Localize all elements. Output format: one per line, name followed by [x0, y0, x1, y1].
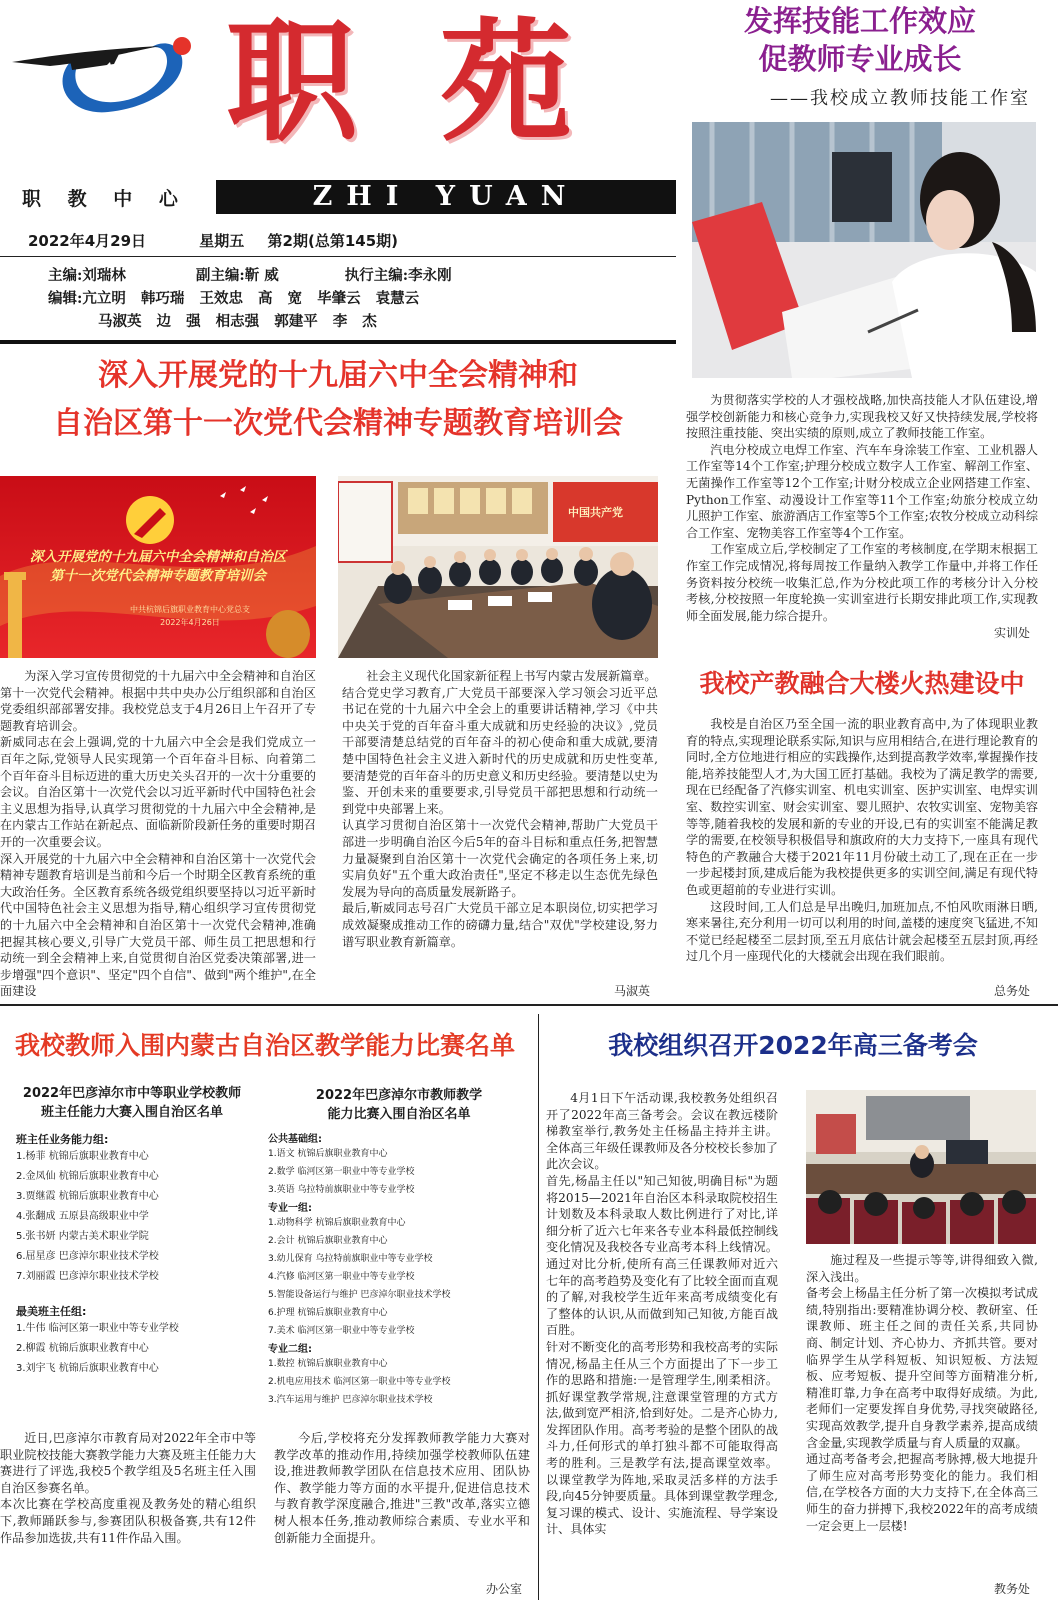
list-item: 3.汽车运用与维护 巴彦淖尔职业技术学校: [268, 1395, 433, 1405]
issue-number: 第2期(总第145期): [267, 232, 399, 250]
list1-group2: 最美班主任组:: [16, 1305, 87, 1318]
list2-title: [268, 1086, 530, 1124]
list1-group1: 班主任业务能力组:: [16, 1133, 109, 1146]
banner-text: [10, 548, 306, 586]
studio-p2: 汽电分校成立电焊工作室、汽车车身涂装工作室、工业机器人工作室等14个工作室;护理分校成立数字人工作室、解剖工作室、无菌操作工作室等12个工作室;计财分校成立企业网搭建工作室、Python工作室、动漫设计工作室等11个工作室;幼旅分校成立幼儿照护工作室、旅游酒店工作室等5个工作室;农牧分校成立动科综合工作室、宠物美容工作室等4个工作室。: [686, 442, 1038, 540]
list-item: 1.杨菲 杭锦后旗职业教育中心: [16, 1151, 149, 1162]
studio-photo: [692, 122, 1036, 378]
training-headline: [0, 352, 676, 448]
building-body: [686, 716, 1038, 965]
section-divider: [0, 1004, 1058, 1006]
training-col1: 为深入学习宣传贯彻党的十九届六中全会精神和自治区第十一次党代会精神。根据中共中央办公厅组织部和自治区党委组织部部署安排。我校党总支于4月26日上午召开了专题教育培训会。 新威同志在会上强调,党的十九届六中全会是我们党成立一百年之际,党领导人民实现第一个百年奋斗目标、向着第二个百年奋斗目标迈进的重大历史关头召开的一次十分重要的会议。自治区第十一次党代会以习近平新时代中国特色社会主义思想为指导,认真学习贯彻党的十九届六中全会精神,是在内蒙古工作站在新起点、面临新阶段新任务的重要时期召开的一次重要会议。 深入开展党的十九届六中全会精神和自治区第十一次党代会精神专题教育培训是当前和今后一个时期全区教育系统的重大政治任务。全区教育系统各级党组织要坚持以习近平新时代中国特色社会主义思想为指导,精心组织学习宣传贯彻党的十九届六中全会精神和自治区第十一次党代会精神,准确把握其核心要义,引导广大党员干部、师生员工把思想和行动统一到全会精神上来,自觉贯彻自治区党委决策部署,进一步增强"四个意识"、坚定"四个自信"、做到"两个维护",在全面建设: [0, 669, 316, 998]
competition-col1: 近日,巴彦淖尔市教育局对2022年全市中等职业院校技能大赛教学能力大赛及班主任能力大赛进行了评选,我校5个教学组及5名班主任入围自治区参赛名单。 本次比赛在学校高度重视及教务处的精心组织下,教师踊跃参与,参赛团队积极备赛,共有12件作品参加选拔,共有11件作品入围。: [0, 1431, 256, 1545]
competition-signature: 办公室: [485, 1582, 522, 1596]
list-item: 6.屈星彦 巴彦淖尔职业技术学校: [16, 1251, 159, 1262]
banner-line1: 深入开展党的十九届六中全会精神和自治区: [29, 549, 287, 565]
list2-title-line2: 能力比赛入围自治区名单: [327, 1107, 471, 1122]
training-col2: 社会主义现代化国家新征程上书写内蒙古发展新篇章。 结合党史学习教育,广大党员干部要深入学习领会习近平总书记在党的十九届六中全会上的重要讲话精神,学习《中共中央关于党的百年奋斗重大成就和历史经验的决议》,党员干部要清楚总结党的百年奋斗的初心使命和重大成就,要清楚中国特色社会主义进入新时代的历史成就和历史性变革,要清楚党的百年奋斗的历史意义和历史经验。要清楚以史为鉴、开创未来的重要要求,引导党员干部把思想和行动统一到党中央部署上来。 认真学习贯彻自治区第十一次党代会精神,帮助广大党员干部进一步明确自治区今后5年的奋斗目标和重点任务,把智慧力量凝聚到自治区第十一次党代会确定的各项任务上来,切实肩负好"五个重大政治责任",坚定不移走以生态优先绿色发展为导向的高质量发展新路子。 最后,靳威同志号召广大党员干部立足本职岗位,切实把学习成效凝聚成推动工作的磅礴力量,结合"双优"学校建设,努力谱写职业教育新篇章。: [342, 669, 658, 949]
studio-headline-line1: 发挥技能工作效应: [743, 4, 976, 38]
training-signature: 马淑英: [613, 984, 650, 998]
list-item: 2.机电应用技术 临河区第一职业中等专业学校: [268, 1377, 451, 1387]
masthead-divider: [0, 256, 676, 257]
list-item: 2.柳霞 杭锦后旗职业教育中心: [16, 1343, 149, 1354]
list-item: 3.幼儿保育 乌拉特前旗职业中等专业学校: [268, 1254, 433, 1264]
list-item: 7.刘丽霞 巴彦淖尔职业技术学校: [16, 1271, 159, 1282]
staff-editors-2: 马淑英 边 强 相志强 郭建平 李 杰: [98, 313, 377, 330]
list-item: 5.智能设备运行与维护 巴彦淖尔职业技术学校: [268, 1290, 451, 1300]
list2-items-a: [268, 1145, 530, 1199]
training-headline-line1: 深入开展党的十九届六中全会精神和: [98, 358, 578, 393]
list-item: 5.张书妍 内蒙古美术职业学院: [16, 1231, 149, 1242]
studio-headline: [690, 2, 1030, 78]
meeting-photo: [338, 476, 658, 658]
list1-title: [4, 1084, 260, 1122]
list2-group2: 专业一组:: [268, 1203, 312, 1214]
list-item: 1.动物科学 杭锦后旗职业教育中心: [268, 1218, 406, 1228]
competition-col2: 今后,学校将充分发挥教师教学能力大赛对教学改革的推动作用,持续加强学校教师队伍建设,推进教师教学团队在信息技术应用、团队协作、教学能力等方面的水平提升,促进信息技术与教育教学深度融合,推进"三教"改革,落实立德树人根本任务,推动教师综合素质、专业水平和创新能力全面提升。: [274, 1431, 530, 1545]
list1-items-b: [4, 1319, 260, 1379]
banner-line2: 第十一次党代会精神专题教育培训会: [50, 568, 266, 584]
masthead-logo: [10, 24, 202, 120]
issue-line: [28, 230, 678, 250]
exam-photo: [806, 1090, 1036, 1244]
banner-date: 2022年4月26日: [160, 618, 220, 627]
list2-items-c: [268, 1355, 530, 1409]
list2-group1: 公共基础组:: [268, 1134, 322, 1145]
list-item: 3.英语 乌拉特前旗职业中等专业学校: [268, 1185, 415, 1195]
issue-weekday: 星期五: [199, 232, 245, 250]
list-item: 1.语文 杭锦后旗职业教育中心: [268, 1149, 388, 1159]
studio-p3: 工作室成立后,学校制定了工作室的考核制度,在学期末根据工作室工作完成情况,将每周按工作量纳入教学工作量中,并将工作任务资料按分校统一收集汇总,作为分校此项工作的考核分计入分校考核,分校按照一年度轮换一实训室进行长期安排此项工作,实现教师全面发展,能力综合提升。: [686, 542, 1038, 623]
list-item: 2.数学 临河区第一职业中等专业学校: [268, 1167, 415, 1177]
masthead-title: 职 苑: [226, 5, 590, 160]
exam-col2: 施过程及一些提示等等,讲得细致入微,深入浅出。 备考会上杨晶主任分析了第一次模拟考试成绩,特别指出:要精准协调分校、教研室、任课教师、班主任之间的责任关系,共同协商、制定计划、齐心协力、齐抓共管。要对临界学生从学科短板、知识短板、方法短板、应考短板、提升空间等方面精准分析,精准盯靠,力争在高考中取得好成绩。为此,老师们一定要发挥自身优势,寻找突破路径,实现高效教学,提升自身教学素养,提高成绩含金量,实现教学质量与育人质量的双赢。 通过高考备考会,把握高考脉搏,极大地提升了师生应对高考形势变化的能力。我们相信,在学校各方面的大力支持下,在全体高三师生的奋力拼搏下,我校2022年的高考成绩一定会更上一层楼!: [806, 1253, 1038, 1533]
list2-title-line1: 2022年巴彦淖尔市教师教学: [315, 1088, 483, 1103]
list-item: 4.汽修 临河区第一职业中等专业学校: [268, 1272, 415, 1282]
list-item: 7.美术 临河区第一职业中等专业学校: [268, 1326, 415, 1336]
exam-col1: 4月1日下午活动课,我校教务处组织召开了2022年高三备考会。会议在教远楼阶梯教室举行,教务处主任杨晶主持并主讲。全体高三年级任课教师及各分校校长参加了此次会议。 首先,杨晶主任以"知己知彼,明确目标"为题将2015—2021年自治区本科录取院校招生计划数及本科录取人数比例进行了对比,详细分析了近六七年来各专业本科最低控制线变化情况及我校各专业高考本科上线情况。通过对比分析,使所有高三任课教师对近六七年的高考趋势及变化有了比较全面而直观的了解,对我校学生近年来高考成绩变化有了整体的认识,从而做到知己知彼,方能百战百胜。 针对不断变化的高考形势和我校高考的实际情况,杨晶主任从三个方面提出了下一步工作的思路和措施:一是管理学生,刚柔相济。抓好课堂教学常规,注意课堂管理的方式方法,做到宽严相济,恰到好处。二是齐心协力,发挥团队作用。高考考验的是整个团队的战斗力,任何形式的单打独斗都不可能取得高考的胜利。三是教学有法,提高课堂效率。以课堂教学为阵地,采取灵活多样的方法手段,向45分钟要质量。具体到课堂教学理念,复习课的模式、设计、实施流程、导学案设计、具体实: [546, 1091, 778, 1537]
list1-title-line1: 2022年巴彦淖尔市中等职业学校教师: [22, 1086, 242, 1101]
school-logo-icon: [10, 24, 202, 120]
list-item: 3.贾继霞 杭锦后旗职业教育中心: [16, 1191, 159, 1202]
competition-list1: [4, 1084, 260, 1379]
masthead-subtitle: 职 教 中 心: [22, 188, 188, 210]
building-p2: 这段时间,工人们总是早出晚归,加班加点,不怕风吹雨淋日晒,寒来暑往,充分利用一切可以利用的时间,盖楼的速度突飞猛进,不知不觉已经起楼至二层封顶,至五月底估计就会起楼至五层封顶,再经过几个月一座现代化的大楼就会出现在我们眼前。: [686, 899, 1038, 964]
exam-signature: 教务处: [993, 1582, 1030, 1596]
staff-deputy-editor: 副主编:靳 威: [195, 267, 279, 284]
conference-room-photo: [338, 476, 658, 658]
staff-editors: 编辑:亢立明 韩巧瑞 王效忠 高 宽 毕肇云 袁慧云: [48, 290, 420, 307]
list2-items-b: [268, 1214, 530, 1340]
building-headline: 我校产教融合大楼火热建设中: [699, 669, 1025, 698]
studio-p1: 为贯彻落实学校的人才强校战略,加快高技能人才队伍建设,增强学校创新能力和核心竞争力,实现我校又好又快持续发展,学校将按照注重技能、突出实绩的原则,成立了教师技能工作室。: [686, 393, 1038, 441]
studio-signature: 实训处: [993, 626, 1030, 640]
list-item: 2.金凤仙 杭锦后旗职业教育中心: [16, 1171, 159, 1182]
building-p1: 我校是自治区乃至全国一流的职业教育高中,为了体现职业教育的特点,实现理论联系实际,知识与应用相结合,在进行理论教育的同时,全方位地进行相应的实践操作,达到提高教学效率,掌握操作技能,培养技能型人才,为大国工匠打基础。我校为了满足教学的需要,现在已经配备了汽修实训室、机电实训室、医护实训室、电焊实训室、数控实训室、财会实训室、婴儿照护、农牧实训室、宠物美容等等,随着我校的发展和新的专业的开设,已有的实训室不能满足教学的需要,在校领导积极倡导和旗政府的大力支持下,一座具有现代特色的产教融合大楼于2021年11月份破土动工了,现在正在一步一步起楼封顶,建成后能为我校提供更多的实训空间,满足有现代特色或更超前的专业进行实训。: [686, 717, 1038, 897]
meeting-wall-text: 中国共产党: [568, 506, 623, 519]
staff-chief-editor: 主编:刘瑞林: [48, 267, 126, 284]
list-item: 2.会计 杭锦后旗职业教育中心: [268, 1236, 388, 1246]
banner-org: 中共杭锦后旗职业教育中心党总支: [130, 605, 250, 614]
issue-date: 2022年4月29日: [28, 232, 147, 250]
list2-group3: 专业二组:: [268, 1344, 312, 1355]
teacher-writing-photo: [692, 122, 1036, 378]
masthead-bottom-rule: [0, 340, 676, 344]
masthead-pinyin-bar: ZHI YUAN: [216, 180, 676, 214]
list-item: 1.牛伟 临河区第一职业中等专业学校: [16, 1323, 179, 1334]
staff-exec-editor: 执行主编:李永刚: [344, 267, 452, 284]
column-divider: [538, 1014, 539, 1600]
competition-list2: [268, 1086, 530, 1409]
training-headline-line2: 自治区第十一次党代会精神专题教育培训会: [53, 406, 623, 441]
list1-title-line2: 班主任能力大赛入围自治区名单: [40, 1105, 223, 1120]
list-item: 3.刘宇飞 杭锦后旗职业教育中心: [16, 1363, 159, 1374]
list-item: 6.护理 杭锦后旗职业教育中心: [268, 1308, 388, 1318]
studio-headline-line2: 促教师专业成长: [758, 42, 962, 76]
competition-headline: 我校教师入围内蒙古自治区教学能力比赛名单: [14, 1031, 515, 1060]
studio-subhead: ——我校成立教师技能工作室: [770, 88, 1030, 109]
building-signature: 总务处: [993, 984, 1030, 998]
training-banner-photo: [0, 476, 316, 658]
list-item: 1.数控 杭锦后旗职业教育中心: [268, 1359, 388, 1369]
list-item: 4.张翻成 五原县高级职业中学: [16, 1211, 149, 1222]
list1-items-a: [4, 1147, 260, 1287]
exam-headline: 我校组织召开2022年高三备考会: [608, 1031, 978, 1060]
staff-box: [48, 264, 678, 333]
studio-body: [686, 392, 1038, 624]
exam-meeting-photo: [806, 1090, 1036, 1244]
